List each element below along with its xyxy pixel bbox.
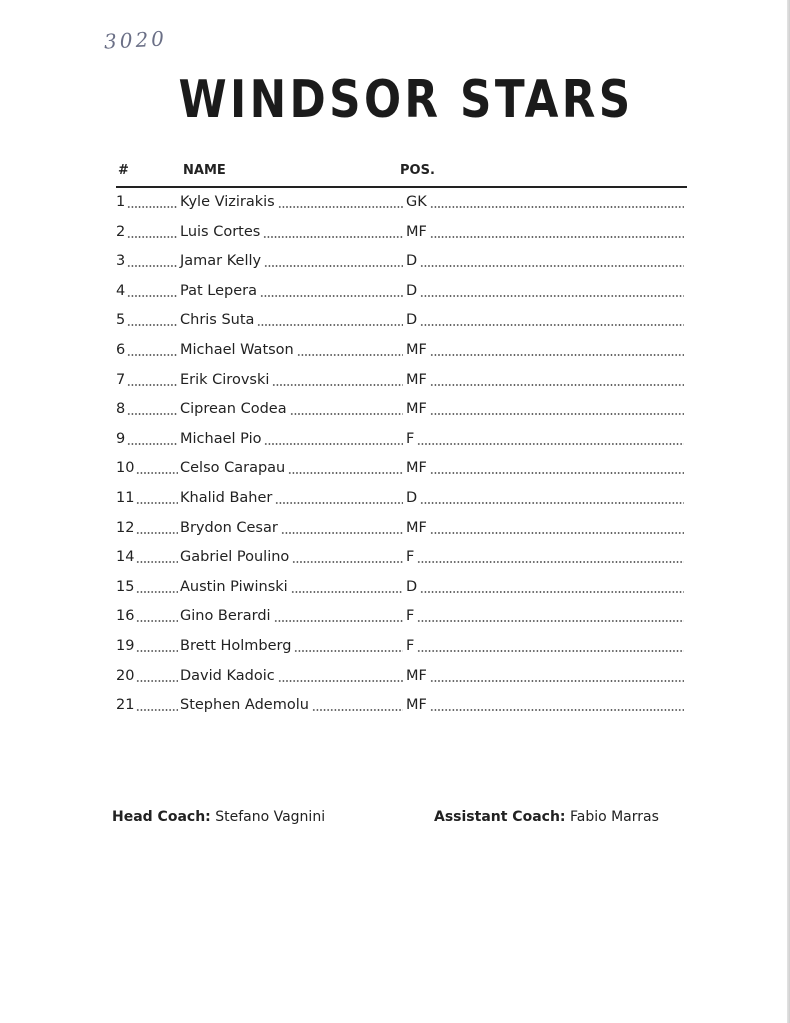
player-position: D — [406, 282, 418, 299]
player-position: D — [406, 490, 418, 506]
player-number: 9 — [116, 430, 126, 447]
dotted-leader — [127, 443, 178, 445]
head-coach-label: Head Coach: — [112, 809, 211, 825]
player-number: 19 — [116, 638, 135, 654]
player-number: 15 — [116, 578, 135, 595]
dotted-leader — [127, 265, 178, 267]
player-number: 3 — [116, 253, 126, 270]
dotted-leader — [278, 680, 403, 682]
dotted-leader — [417, 561, 684, 563]
dotted-leader — [136, 650, 178, 652]
roster-row — [116, 339, 684, 361]
roster-row — [116, 309, 684, 331]
assistant-coach — [434, 809, 659, 825]
dotted-leader — [294, 650, 403, 652]
dotted-leader — [420, 265, 684, 267]
dotted-leader — [274, 620, 403, 622]
dotted-leader — [278, 206, 403, 208]
dotted-leader — [430, 354, 684, 356]
dotted-leader — [291, 591, 403, 593]
dotted-leader — [275, 502, 403, 504]
assistant-coach-name: Fabio Marras — [569, 809, 659, 825]
player-position: MF — [406, 519, 427, 536]
dotted-leader — [136, 502, 178, 504]
player-position: F — [406, 549, 415, 566]
dotted-leader — [264, 443, 403, 445]
dotted-leader — [420, 324, 684, 326]
dotted-leader — [136, 591, 178, 593]
player-number: 12 — [116, 519, 135, 536]
roster-row — [116, 487, 684, 509]
roster-row — [116, 576, 684, 598]
player-number: 7 — [116, 371, 126, 388]
roster-row — [116, 191, 684, 213]
player-number: 20 — [116, 667, 135, 684]
header-rule — [116, 186, 687, 188]
player-name: Khalid Baher — [180, 490, 273, 506]
dotted-leader — [136, 532, 178, 534]
roster-row — [116, 457, 684, 479]
dotted-leader — [127, 236, 178, 238]
dotted-leader — [272, 384, 403, 386]
player-number: 14 — [116, 549, 135, 566]
player-name: Michael Pio — [180, 430, 262, 447]
dotted-leader — [136, 680, 178, 682]
dotted-leader — [430, 709, 684, 711]
player-position: F — [406, 430, 415, 447]
dotted-leader — [136, 709, 178, 711]
player-position: F — [406, 608, 415, 625]
roster-row — [116, 665, 684, 687]
dotted-leader — [257, 324, 403, 326]
dotted-leader — [430, 532, 684, 534]
roster-row — [116, 546, 684, 568]
header-number: # — [118, 163, 129, 178]
player-name: Austin Piwinski — [180, 578, 288, 595]
player-position: MF — [406, 223, 427, 240]
head-coach — [112, 809, 325, 825]
dotted-leader — [127, 384, 178, 386]
player-number: 5 — [116, 312, 126, 329]
dotted-leader — [127, 206, 178, 208]
player-number: 2 — [116, 223, 126, 240]
dotted-leader — [430, 680, 684, 682]
player-name: Gabriel Poulino — [180, 549, 290, 566]
player-position: MF — [406, 697, 427, 714]
dotted-leader — [290, 413, 403, 415]
player-name: Celso Carapau — [180, 460, 286, 477]
roster-row — [116, 280, 684, 302]
dotted-leader — [127, 413, 178, 415]
player-name: Gino Berardi — [180, 608, 271, 625]
header-name: NAME — [183, 163, 226, 178]
dotted-leader — [430, 384, 684, 386]
dotted-leader — [127, 354, 178, 356]
dotted-leader — [430, 206, 684, 208]
team-title: WINDSOR STARS — [178, 70, 634, 130]
dotted-leader — [127, 295, 178, 297]
player-name: Brydon Cesar — [180, 519, 278, 536]
roster-row — [116, 221, 684, 243]
dotted-leader — [420, 502, 684, 504]
dotted-leader — [264, 265, 403, 267]
dotted-leader — [288, 472, 403, 474]
dotted-leader — [136, 472, 178, 474]
dotted-leader — [127, 324, 178, 326]
dotted-leader — [417, 650, 684, 652]
dotted-leader — [430, 236, 684, 238]
player-name: Michael Watson — [180, 342, 294, 358]
dotted-leader — [312, 709, 403, 711]
player-name: Pat Lepera — [180, 282, 257, 299]
roster-row — [116, 369, 684, 391]
dotted-leader — [263, 236, 403, 238]
dotted-leader — [417, 620, 684, 622]
roster-row — [116, 605, 684, 627]
dotted-leader — [417, 443, 684, 445]
roster-row — [116, 517, 684, 539]
player-name: Kyle Vizirakis — [180, 194, 275, 210]
handwritten-note: 3020 — [103, 26, 168, 54]
player-position: MF — [406, 460, 427, 477]
player-position: D — [406, 312, 418, 329]
player-number: 4 — [116, 282, 126, 299]
player-name: Jamar Kelly — [180, 253, 262, 270]
player-number: 10 — [116, 460, 135, 477]
assistant-coach-label: Assistant Coach: — [434, 809, 566, 825]
player-position: GK — [406, 194, 427, 210]
roster-header — [0, 163, 790, 183]
dotted-leader — [281, 532, 403, 534]
dotted-leader — [430, 413, 684, 415]
roster-row — [116, 398, 684, 420]
roster-row — [116, 635, 684, 657]
player-name: Erik Cirovski — [180, 371, 270, 388]
player-position: F — [406, 638, 415, 654]
player-number: 11 — [116, 490, 135, 506]
dotted-leader — [297, 354, 403, 356]
dotted-leader — [136, 561, 178, 563]
head-coach-name: Stefano Vagnini — [215, 809, 326, 825]
dotted-leader — [260, 295, 403, 297]
dotted-leader — [430, 472, 684, 474]
player-position: MF — [406, 667, 427, 684]
roster-row — [116, 428, 684, 450]
player-number: 8 — [116, 401, 126, 418]
player-number: 16 — [116, 608, 135, 625]
player-position: MF — [406, 371, 427, 388]
player-position: D — [406, 253, 418, 270]
player-name: Luis Cortes — [180, 223, 261, 240]
dotted-leader — [136, 620, 178, 622]
player-name: David Kadoic — [180, 667, 275, 684]
player-number: 6 — [116, 342, 126, 358]
roster-row — [116, 694, 684, 716]
dotted-leader — [292, 561, 403, 563]
player-number: 1 — [116, 194, 126, 210]
player-name: Chris Suta — [180, 312, 255, 329]
player-number: 21 — [116, 697, 135, 714]
player-position: D — [406, 578, 418, 595]
player-name: Stephen Ademolu — [180, 697, 309, 714]
roster-row — [116, 250, 684, 272]
player-name: Ciprean Codea — [180, 401, 287, 418]
dotted-leader — [420, 295, 684, 297]
dotted-leader — [420, 591, 684, 593]
player-position: MF — [406, 401, 427, 418]
player-name: Brett Holmberg — [180, 638, 292, 654]
player-position: MF — [406, 342, 427, 358]
header-position: POS. — [400, 163, 435, 178]
